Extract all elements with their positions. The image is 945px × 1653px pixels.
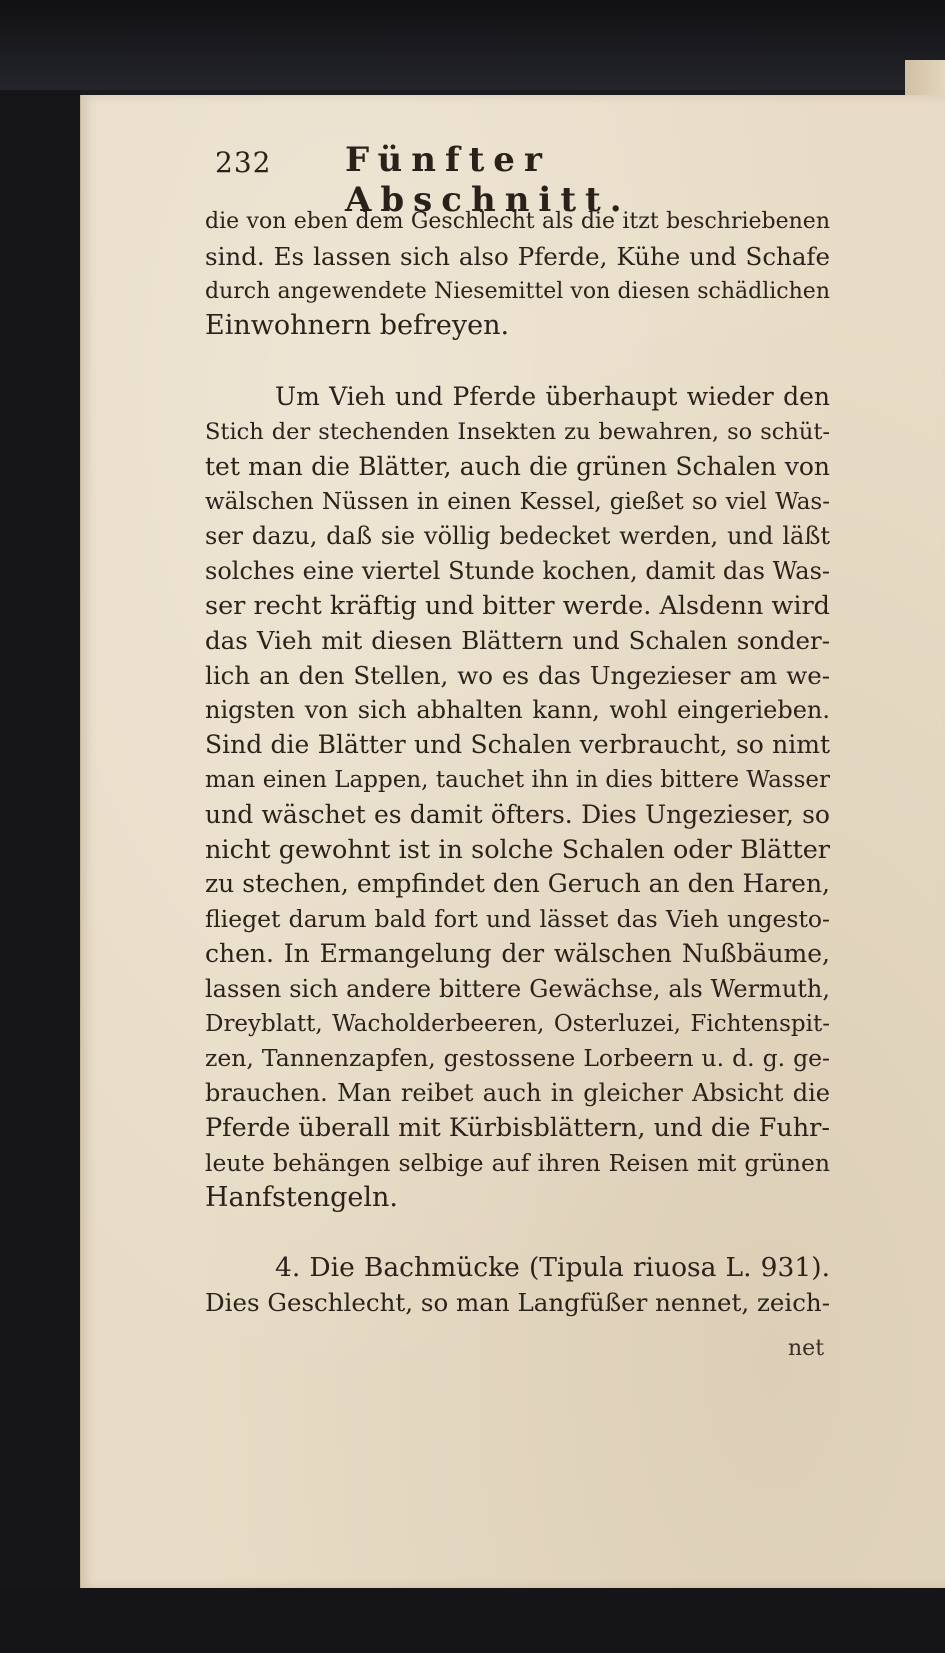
text-line: ser recht kräftig und bitter werde. Alsdenn wird	[205, 590, 830, 621]
scan-background-left	[0, 90, 80, 1588]
text-line: das Vieh mit diesen Blättern und Schalen sonder-	[205, 625, 830, 655]
text-line: Dies Geschlecht, so man Langfüßer nennet, zeich-	[205, 1288, 830, 1318]
text-line: chen. In Ermangelung der wälschen Nußbäume,	[205, 938, 830, 968]
text-line: ser dazu, daß sie völlig bedecket werden, und läßt	[205, 522, 830, 551]
paragraph-2	[205, 380, 830, 1215]
text-line: nicht gewohnt ist in solche Schalen oder Blätter	[205, 834, 830, 865]
paragraph-1	[205, 205, 830, 344]
text-line: sind. Es lassen sich also Pferde, Kühe und Schafe	[205, 241, 830, 271]
text-line: lassen sich andere bittere Gewächse, als Wermuth,	[205, 974, 830, 1003]
text-line: flieget darum bald fort und lässet das Vieh ungesto-	[205, 905, 830, 934]
catchword: net	[788, 1336, 825, 1361]
text-line: zen, Tannenzapfen, gestossene Lorbeern u. d. g. ge-	[205, 1044, 830, 1073]
text-line: Pferde überall mit Kürbisblättern, und die Fuhr-	[205, 1112, 830, 1143]
scan-background-bottom	[0, 1588, 945, 1653]
text-line: man einen Lappen, tauchet ihn in dies bittere Wasser	[205, 766, 830, 793]
text-line: solches eine viertel Stunde kochen, damit das Was-	[205, 557, 830, 586]
text-line: Stich der stechenden Insekten zu bewahren, so schüt-	[205, 418, 830, 445]
text-line: Einwohnern befreyen.	[205, 310, 510, 342]
text-line: lich an den Stellen, wo es das Ungezieser am we-	[205, 660, 830, 690]
scan-background-top	[0, 0, 945, 90]
text-line: zu stechen, empfindet den Geruch an den Haren,	[205, 869, 830, 899]
text-line: Sind die Blätter und Schalen verbraucht, so nimt	[205, 730, 830, 760]
text-line: und wäschet es damit öfters. Dies Ungezieser, so	[205, 799, 830, 829]
page-header	[215, 140, 825, 220]
text-line: wälschen Nüssen in einen Kessel, gießet so viel Was-	[205, 488, 830, 515]
text-line: Um Vieh und Pferde überhaupt wieder den	[275, 382, 830, 412]
text-line: die von eben dem Geschlecht als die itzt beschriebenen	[205, 209, 830, 234]
body-text	[205, 205, 830, 1321]
page-number: 232	[215, 146, 272, 179]
text-line: tet man die Blätter, auch die grünen Schalen von	[205, 451, 830, 481]
text-line: nigsten von sich abhalten kann, wohl eingerieben.	[205, 696, 830, 725]
text-line: 4. Die Bachmücke (Tipula riuosa L. 931).	[275, 1252, 830, 1284]
paragraph-3	[205, 1251, 830, 1321]
text-line: durch angewendete Niesemittel von diesen schädlichen	[205, 278, 830, 304]
running-title: Fünfter Abschnitt.	[345, 140, 631, 220]
text-line: leute behängen selbige auf ihren Reisen mit grünen	[205, 1148, 830, 1177]
text-line: Hanfstengeln.	[205, 1181, 398, 1213]
text-line: brauchen. Man reibet auch in gleicher Absicht die	[205, 1079, 830, 1108]
text-line: Dreyblatt, Wacholderbeeren, Osterluzei, Fichtenspit-	[205, 1010, 830, 1037]
